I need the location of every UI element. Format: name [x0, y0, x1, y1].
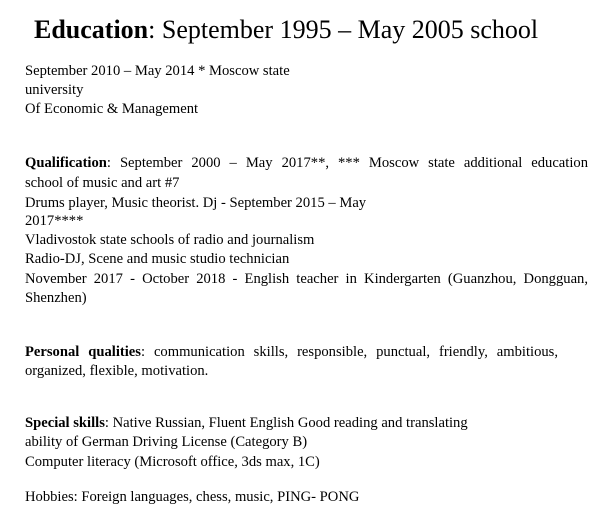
- qualification-first-line: [25, 154, 588, 173]
- qualification-line: November 2017 - October 2018 - English teacher in Kindergarten (Guanzhou, Dongguan,: [25, 271, 588, 287]
- qualification-line: Radio-DJ, Scene and music studio technician: [25, 251, 290, 267]
- education-heading: [34, 14, 538, 46]
- special-skills-first-line-text: : Native Russian, Fluent English Good reading and translating: [104, 415, 468, 431]
- special-skills-line: ability of German Driving License (Category B): [25, 434, 308, 450]
- qualification-line: Shenzhen): [25, 290, 87, 306]
- qualification-first-line-text: : September 2000 – May 2017**, *** Moscow state additional education: [106, 155, 588, 171]
- personal-qualities-first-line: [25, 343, 558, 362]
- education-heading-text: September 1995 – May 2005 school: [155, 15, 539, 44]
- education-separator: :: [148, 15, 156, 44]
- personal-qualities-label: Personal qualities: [25, 344, 141, 360]
- special-skills-line: Computer literacy (Microsoft office, 3ds max, 1C): [25, 454, 320, 470]
- personal-qualities-first-line-text: : communication skills, responsible, punctual, friendly, ambitious,: [140, 344, 559, 360]
- qualification-label: Qualification: [25, 155, 107, 171]
- special-skills-label: Special skills: [25, 415, 105, 431]
- qualification-line: school of music and art #7: [25, 175, 180, 191]
- special-skills-first-line: [25, 414, 468, 433]
- qualification-line: Drums player, Music theorist. Dj - September 2015 – May: [25, 195, 367, 211]
- education-line: university: [25, 82, 84, 98]
- qualification-line: 2017****: [25, 213, 84, 229]
- education-line: September 2010 – May 2014 * Moscow state: [25, 63, 290, 79]
- education-label: Education: [34, 15, 149, 44]
- education-line: Of Economic & Management: [25, 101, 199, 117]
- qualification-line: Vladivostok state schools of radio and journalism: [25, 232, 315, 248]
- personal-qualities-line: organized, flexible, motivation.: [25, 363, 209, 379]
- hobbies-line: Hobbies: Foreign languages, chess, music, PING- PONG: [25, 489, 360, 505]
